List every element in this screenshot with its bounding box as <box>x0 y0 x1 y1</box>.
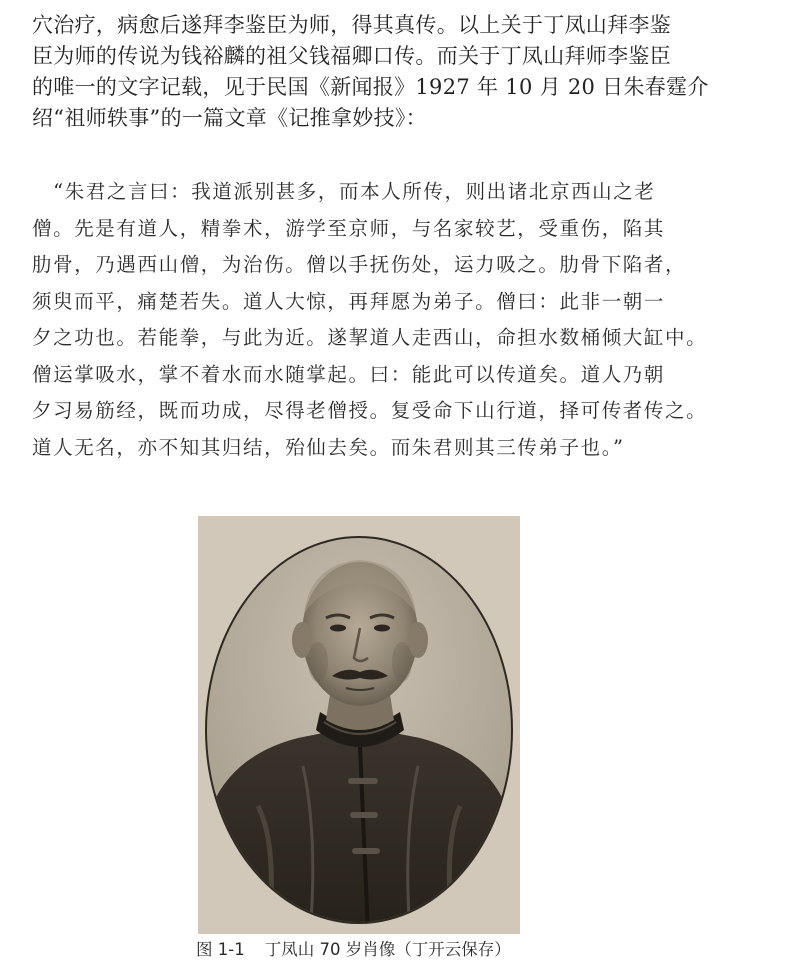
quote-block <box>32 174 712 466</box>
quote-line-7: 夕习易筋经，既而功成，尽得老僧授。复受命下山行道，择可传者传之。 <box>32 399 708 422</box>
quote-line-6: 僧运掌吸水，掌不着水而水随掌起。曰：能此可以传道矣。道人乃朝 <box>32 362 666 386</box>
figure-caption <box>196 938 616 962</box>
intro-paragraph <box>32 10 709 134</box>
intro-line-1: 穴治疗，病愈后遂拜李鉴臣为师，得其真传。以上关于丁凤山拜李鉴 <box>32 13 671 37</box>
portrait-illustration <box>198 516 520 934</box>
intro-line-3: 的唯一的文字记载，见于民国《新闻报》1927 年 10 月 20 日朱春霆介 <box>32 75 709 99</box>
figure-title: 丁凤山 70 岁肖像（丁开云保存） <box>264 940 511 959</box>
quote-line-3: 肋骨，乃遇西山僧，为治伤。僧以手抚伤处，运力吸之。肋骨下陷者， <box>32 253 687 276</box>
intro-line-2: 臣为师的传说为钱裕麟的祖父钱福卿口传。而关于丁凤山拜师李鉴臣 <box>32 44 671 68</box>
quote-line-1: “朱君之言曰：我道派别甚多，而本人所传，则出诸北京西山之老 <box>32 180 656 203</box>
quote-line-4: 须臾而平，痛楚若失。道人大惊，再拜愿为弟子。僧曰：此非一朝一 <box>32 289 666 313</box>
quote-line-2: 僧。先是有道人，精拳术，游学至京师，与名家较艺，受重伤，陷其 <box>32 216 666 240</box>
portrait-photo <box>198 516 520 934</box>
figure-number: 图 1-1 <box>196 940 245 959</box>
quote-line-8: 道人无名，亦不知其归结，殆仙去矣。而朱君则其三传弟子也。” <box>32 435 625 459</box>
intro-line-4: 绍“祖师轶事”的一篇文章《记推拿妙技》： <box>32 106 427 130</box>
quote-line-5: 夕之功也。若能拳，与此为近。遂挈道人走西山，命担水数桶倾大缸中。 <box>32 326 708 349</box>
